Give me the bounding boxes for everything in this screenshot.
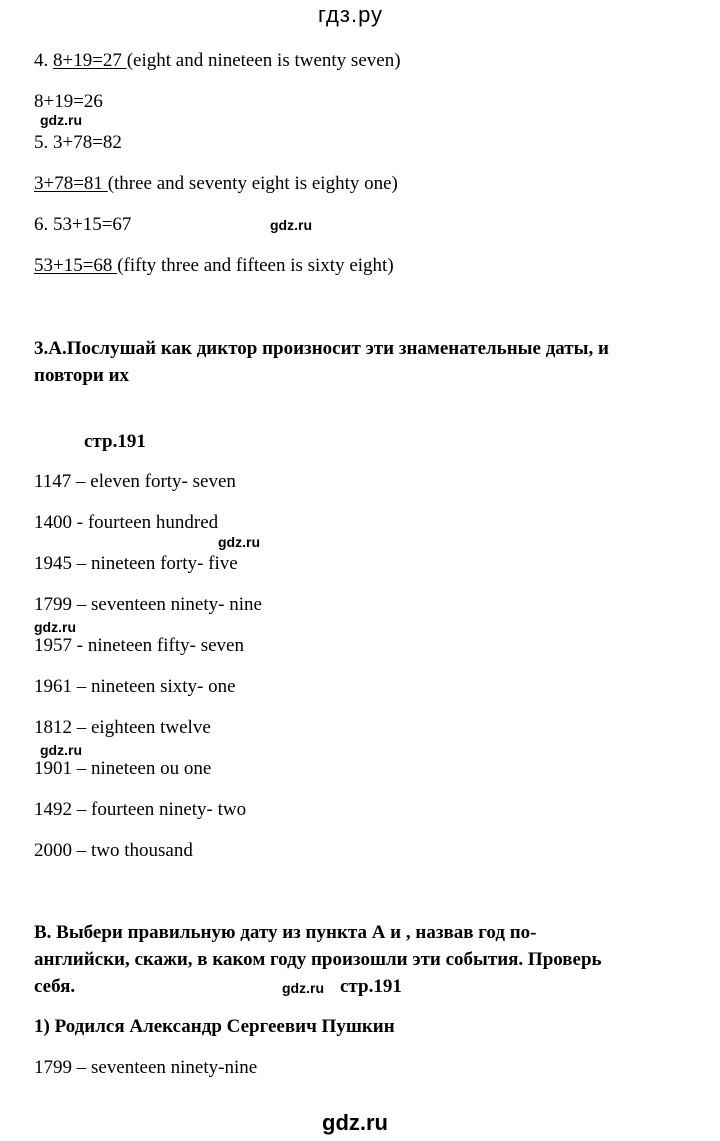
watermark: gdz.ru: [270, 217, 312, 233]
section-a-title-line2: повтори их: [34, 365, 130, 386]
watermark: gdz.ru: [40, 112, 82, 128]
section-b-page-ref: стр.191: [340, 976, 402, 997]
item-6-text: (fifty three and fifteen is sixty eight): [117, 255, 394, 276]
item-4-answer: 8+19=26: [34, 91, 103, 112]
date-1492: 1492 – fourteen ninety- two: [34, 799, 247, 820]
watermark: gdz.ru: [282, 980, 324, 996]
section-b-line2: английски, скажи, в каком году произошли эти события. Проверь: [34, 949, 602, 970]
site-header: гдз.ру: [318, 2, 384, 27]
section-b-line3: себя.: [34, 976, 76, 997]
date-1812: 1812 – eighteen twelve: [34, 717, 211, 738]
section-b-line1: B. Выбери правильную дату из пункта А и , назвав год по-: [34, 922, 537, 943]
item-6-underlined: 53+15=68: [34, 255, 118, 276]
item-6-answer: [34, 255, 394, 277]
section-a-title-line1: 3.A.Послушай как диктор произносит эти знаменательные даты, и: [34, 338, 609, 359]
item-5-text: (three and seventy eight is eighty one): [107, 173, 398, 194]
section-b-answer-1: 1799 – seventeen ninety-nine: [34, 1057, 258, 1078]
item-4: [34, 50, 401, 72]
date-1961: 1961 – nineteen sixty- one: [34, 676, 236, 697]
date-1400: 1400 - fourteen hundred: [34, 512, 219, 533]
item-5: 5. 3+78=82: [34, 132, 122, 153]
watermark: gdz.ru: [40, 742, 82, 758]
date-1945: 1945 – nineteen forty- five: [34, 553, 238, 574]
item-4-number: 4.: [34, 50, 53, 71]
watermark: gdz.ru: [218, 534, 260, 550]
date-2000: 2000 – two thousand: [34, 840, 193, 861]
footer-watermark: gdz.ru: [322, 1110, 388, 1135]
item-4-underlined: 8+19=27: [53, 50, 127, 71]
item-5-answer: [34, 173, 398, 195]
date-1901: 1901 – nineteen ou one: [34, 758, 212, 779]
section-b-question-1: 1) Родился Александр Сергеевич Пушкин: [34, 1016, 395, 1037]
date-1147: 1147 – eleven forty- seven: [34, 471, 236, 492]
item-4-text: (eight and nineteen is twenty seven): [126, 50, 401, 71]
date-1799: 1799 – seventeen ninety- nine: [34, 594, 262, 615]
date-1957: 1957 - nineteen fifty- seven: [34, 635, 244, 656]
watermark: gdz.ru: [34, 619, 76, 635]
item-6: 6. 53+15=67: [34, 214, 132, 235]
section-a-page-ref: стр.191: [84, 431, 146, 452]
item-5-underlined: 3+78=81: [34, 173, 108, 194]
